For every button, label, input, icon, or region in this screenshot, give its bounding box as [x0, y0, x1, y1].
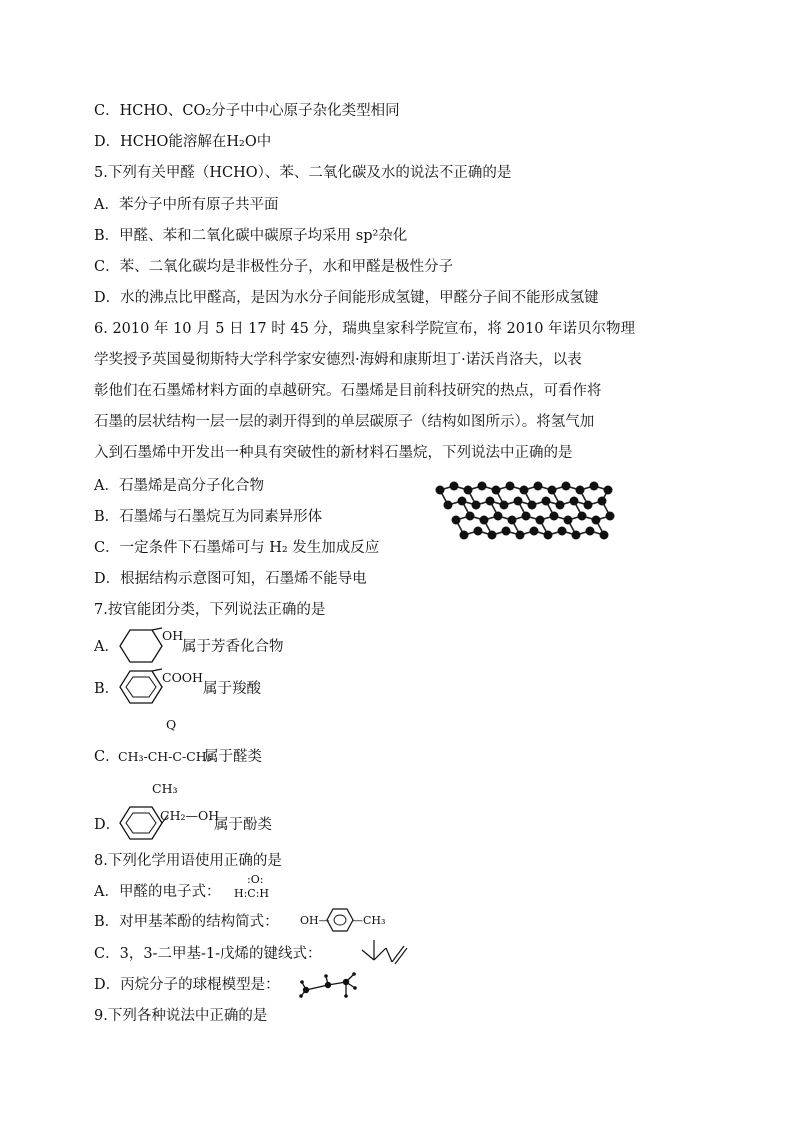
line-q6a: A．石墨烯是高分子化合物: [94, 478, 264, 494]
q7c-methyl: CH₃: [152, 781, 178, 796]
q7b-label: B．: [94, 681, 120, 697]
line-q4d: D．HCHO能溶解在H₂O中: [94, 134, 272, 150]
q7c-label: C．: [94, 749, 120, 765]
question-7: 7.按官能团分类，下列说法正确的是: [94, 602, 326, 618]
benzene-ring-icon: [118, 669, 166, 705]
line-q4c: C．HCHO、CO₂分子中中心原子杂化类型相同: [94, 103, 400, 119]
q7a-text: 属于芳香化合物: [182, 639, 284, 655]
q7d-text: 属于酚类: [214, 817, 272, 833]
q7b-cooh-group: COOH: [162, 670, 203, 685]
line-q5c: C．苯、二氧化碳均是非极性分子，水和甲醛是极性分子: [94, 259, 454, 275]
line-q6d: D．根据结构示意图可知，石墨烯不能导电: [94, 571, 367, 587]
q8d-text: D．丙烷分子的球棍模型是：: [94, 977, 280, 993]
q8a-electron-formula: H:C:H: [234, 887, 270, 900]
bond-line-structure-figure: [360, 938, 412, 966]
q8a-oxygen: :O:: [247, 873, 264, 886]
line-q5d: D．水的沸点比甲醛高，是因为水分子间能形成氢键，甲醛分子间不能形成氢键: [94, 290, 599, 306]
question-5: 5.下列有关甲醛（HCHO）、苯、二氧化碳及水的说法不正确的是: [94, 165, 512, 181]
q7b-text: 属于羧酸: [203, 681, 261, 697]
q7c-text: 属于醛类: [204, 749, 262, 765]
line-q5a: A．苯分子中所有原子共平面: [94, 197, 279, 213]
line-q6-4: 石墨的层状结构一层一层的剥开得到的单层碳原子（结构如图所示）。将氢气加: [94, 414, 595, 430]
question-8: 8.下列化学用语使用正确的是: [94, 853, 282, 869]
line-q6c: C．一定条件下石墨烯可与 H₂ 发生加成反应: [94, 540, 380, 556]
q8b-oh: OH—: [300, 914, 330, 927]
q8b-text: B．对甲基苯酚的结构简式：: [94, 914, 279, 930]
q7d-label: D．: [94, 817, 121, 833]
ball-and-stick-model-figure: [298, 968, 360, 1004]
q8a-text: A．甲醛的电子式：: [94, 884, 221, 900]
line-q6-5: 入到石墨烯中开发出一种具有突破性的新材料石墨烷，下列说法中正确的是: [94, 445, 573, 461]
q8b-ch3: —CH₃: [352, 914, 386, 927]
line-q6b: B．石墨烯与石墨烷互为同素异形体: [94, 509, 323, 525]
line-q5b: B．甲醛、苯和二氧化碳中碳原子均采用 sp²杂化: [94, 228, 408, 244]
line-q6-2: 学奖授予英国曼彻斯特大学科学家安德烈·海姆和康斯坦丁·诺沃肖洛夫，以表: [94, 352, 582, 368]
q7d-ch2oh-group: CH₂—OH: [160, 808, 220, 823]
q7c-oxygen: Q: [166, 717, 177, 732]
question-9: 9.下列各种说法中正确的是: [94, 1008, 268, 1024]
graphene-structure-figure: [430, 478, 620, 553]
benzene-ring-icon: [326, 908, 354, 932]
cyclohexane-ring-icon: [118, 628, 166, 664]
q7a-label: A．: [94, 639, 119, 655]
q7a-oh-group: OH: [162, 628, 184, 643]
line-q6-3: 彰他们在石墨烯材料方面的卓越研究。石墨烯是目前科技研究的热点，可看作将: [94, 383, 602, 399]
q8c-text: C．3，3-二甲基-1-戊烯的键线式：: [94, 946, 322, 962]
q7c-formula: CH₃-CH-C-CH₃: [118, 749, 212, 764]
question-6: 6. 2010 年 10 月 5 日 17 时 45 分，瑞典皇家科学院宣布，将 2010 年诺贝尔物理: [94, 321, 636, 337]
benzene-ring-icon: [118, 805, 166, 841]
